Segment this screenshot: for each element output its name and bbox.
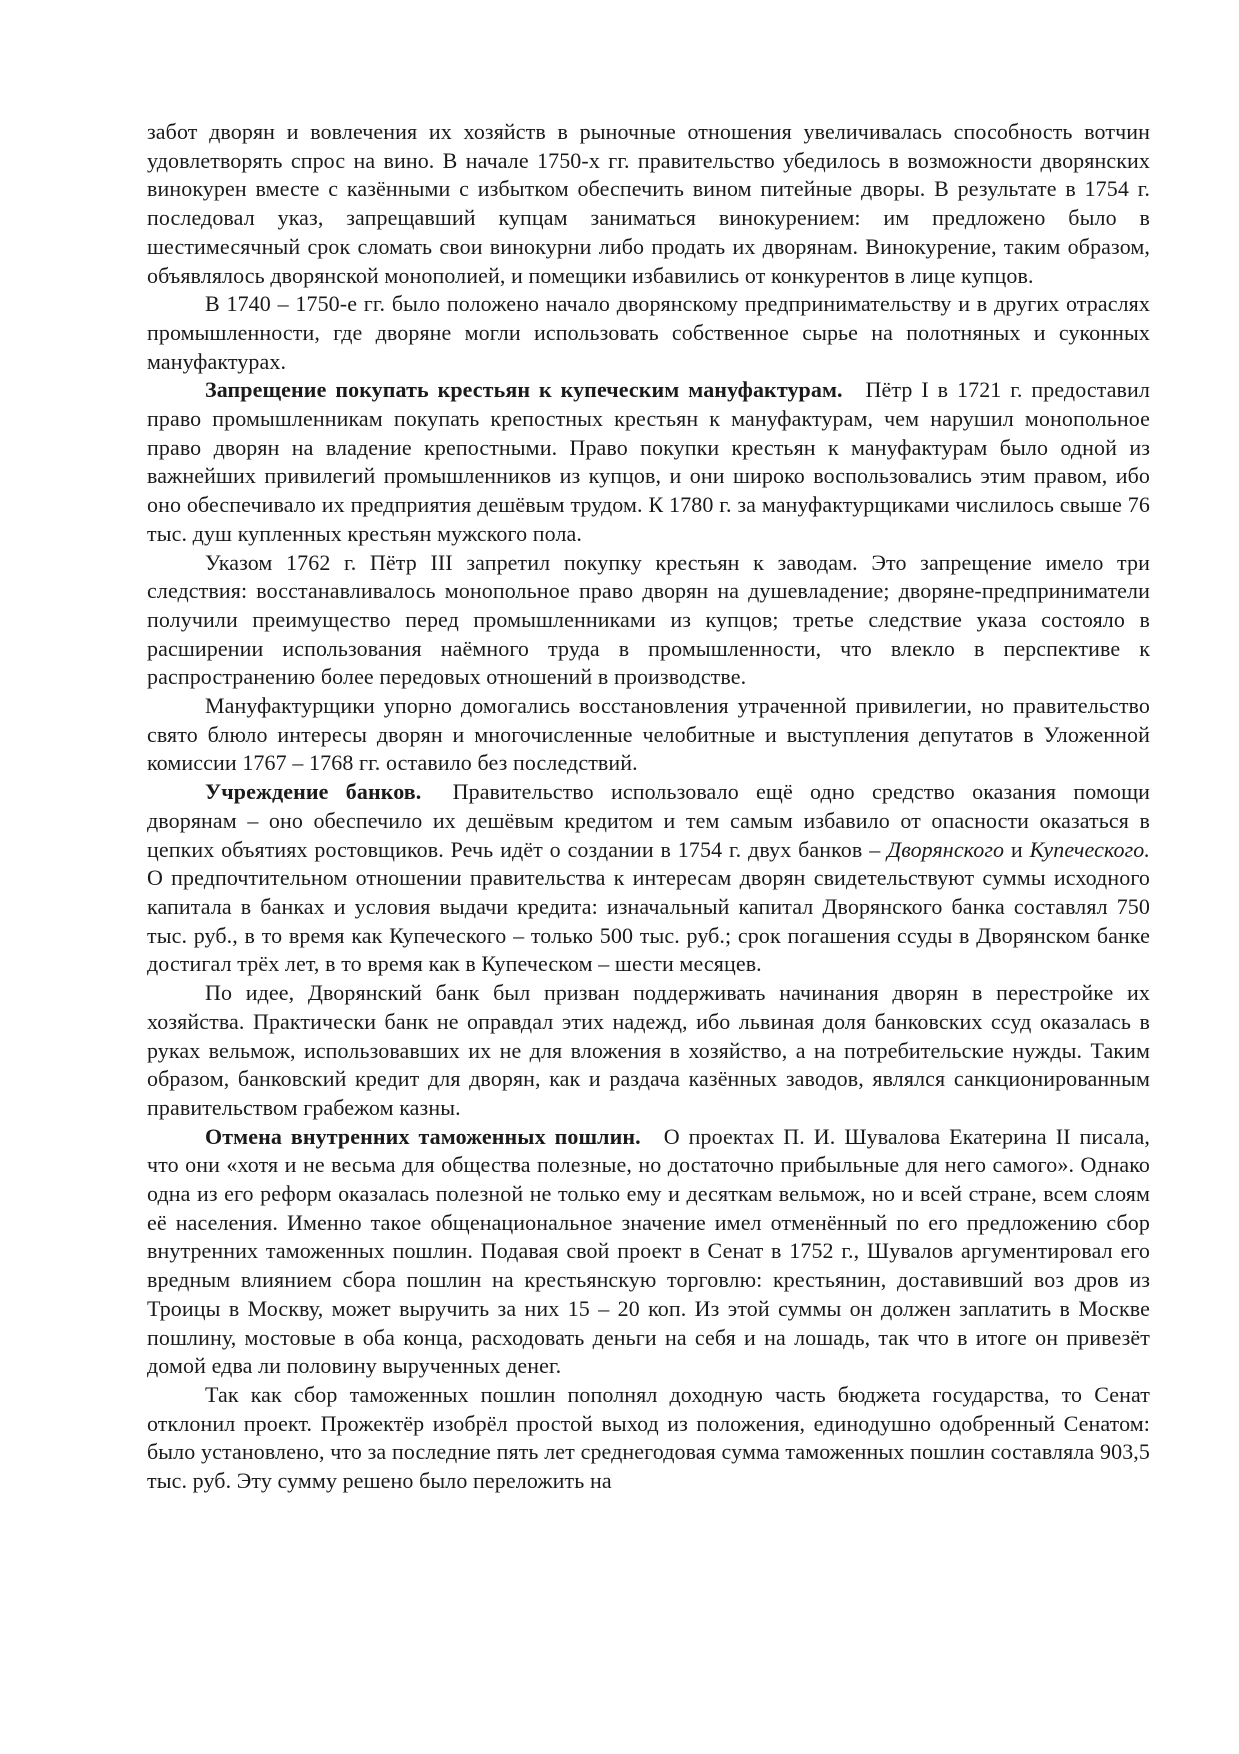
document-page	[147, 118, 1150, 1496]
paragraph-6-text-a: Правительство использовало ещё одно средство оказания помощи дворянам – оно обеспечило их дешёвым кредитом и тем самым избавило от опасности оказаться в цепких объятиях ростовщиков. Речь идёт о создании в 1754 г. двух банков –	[147, 779, 1150, 862]
paragraph-6-text-c: О предпочтительном отношении правительства к интересам дворян свидетельствуют суммы исходного капитала в банках и условия выдачи кредита: изначальный капитал Дворянского банка составлял 750 тыс. руб., в то время как Купеческого – только 500 тыс. руб.; срок погашения ссуды в Дворянском банке достигал трёх лет, в то время как в Купеческом – шести месяцев.	[147, 865, 1150, 977]
paragraph-9	[147, 1381, 1150, 1496]
noble-bank-term: Дворянского	[887, 836, 1005, 862]
paragraph-3-text: Пётр I в 1721 г. предоставил право промышленникам покупать крепостных крестьян к мануфактурам, чем нарушил монопольное право дворян на владение крепостными. Право покупки крестьян к мануфактурам было одной из важнейших привилегий промышленников из купцов, и они широко воспользовались этим правом, ибо оно обеспечивало их предприятия дешёвым трудом. К 1780 г. за мануфактурщиками числилось свыше 76 тыс. душ купленных крестьян мужского пола.	[147, 377, 1150, 546]
paragraph-8	[147, 1123, 1150, 1381]
paragraph-4	[147, 549, 1150, 693]
paragraph-6-text-b: и	[1004, 836, 1030, 862]
paragraph-2	[147, 290, 1150, 376]
paragraph-8-text: О проектах П. И. Шувалова Екатерина II писала, что они «хотя и не весьма для общества полезные, но достаточно прибыльные для него самого». Однако одна из его реформ оказалась полезной не только ему и десяткам вельмож, но и всей стране, всем слоям её населения. Именно такое общенациональное значение имел отменённый по его предложению сбор внутренних таможенных пошлин. Подавая свой проект в Сенат в 1752 г., Шувалов аргументировал его вредным влиянием сбора пошлин на крестьянскую торговлю: крестьянин, доставивший воз дров из Троицы в Москву, может выручить за них 15 – 20 коп. Из этой суммы он должен заплатить в Москве пошлину, мостовые в оба конца, расходовать деньги на себя и на лошадь, так что в итоге он привезёт домой едва ли половину вырученных денег.	[147, 1123, 1150, 1379]
paragraph-3	[147, 376, 1150, 548]
paragraph-5-text: Мануфактурщики упорно домогались восстановления утраченной привилегии, но правительство свято блюло интересы дворян и многочисленные челобитные и выступления депутатов в Уложенной комиссии 1767 – 1768 гг. оставило без последствий.	[147, 693, 1150, 776]
paragraph-7-text: По идее, Дворянский банк был призван поддерживать начинания дворян в перестройке их хозяйства. Практически банк не оправдал этих надежд, ибо львиная доля банковских ссуд оказалась в руках вельмож, использовавших их не для вложения в хозяйство, а на потребительские нужды. Таким образом, банковский кредит для дворян, как и раздача казённых заводов, являлся санкционированным правительством грабежом казны.	[147, 980, 1150, 1120]
paragraph-1	[147, 118, 1150, 290]
section-heading-customs: Отмена внутренних таможенных пошлин.	[205, 1123, 641, 1149]
paragraph-2-text: В 1740 – 1750-е гг. было положено начало дворянскому предпринимательству и в других отраслях промышленности, где дворяне могли использовать собственное сырье на полотняных и суконных мануфактурах.	[147, 291, 1150, 374]
section-heading-serfs-ban: Запрещение покупать крестьян к купеческим мануфактурам.	[205, 377, 843, 403]
paragraph-6	[147, 778, 1150, 979]
merchant-bank-term: Купеческого.	[1029, 836, 1150, 862]
paragraph-9-text: Так как сбор таможенных пошлин пополнял доходную часть бюджета государства, то Сенат отклонил проект. Прожектёр изобрёл простой выход из положения, единодушно одобренный Сенатом: было установлено, что за последние пять лет среднегодовая сумма таможенных пошлин составляла 903,5 тыс. руб. Эту сумму решено было переложить на	[147, 1381, 1150, 1494]
section-heading-banks: Учреждение банков.	[205, 779, 422, 805]
paragraph-5	[147, 692, 1150, 778]
paragraph-4-text: Указом 1762 г. Пётр III запретил покупку крестьян к заводам. Это запрещение имело три следствия: восстанавливалось монопольное право дворян на душевладение; дворяне-предприниматели получили преимущество перед промышленниками из купцов; третье следствие указа состояло в расширении использования наёмного труда в промышленности, что влекло в перспективе к распространению более передовых отношений в производстве.	[147, 549, 1150, 690]
paragraph-7	[147, 979, 1150, 1123]
paragraph-1-text: забот дворян и вовлечения их хозяйств в рыночные отношения увеличивалась способность вотчин удовлетворять спрос на вино. В начале 1750-х гг. правительство убедилось в возможности дворянских винокурен вместе с казёнными с избытком обеспечить вином питейные дворы. В результате в 1754 г. последовал указ, запрещавший купцам заниматься винокурением: им предложено было в шестимесячный срок сломать свои винокурни либо продать их дворянам. Винокурение, таким образом, объявлялось дворянской монополией, и помещики избавились от конкурентов в лице купцов.	[147, 119, 1150, 288]
